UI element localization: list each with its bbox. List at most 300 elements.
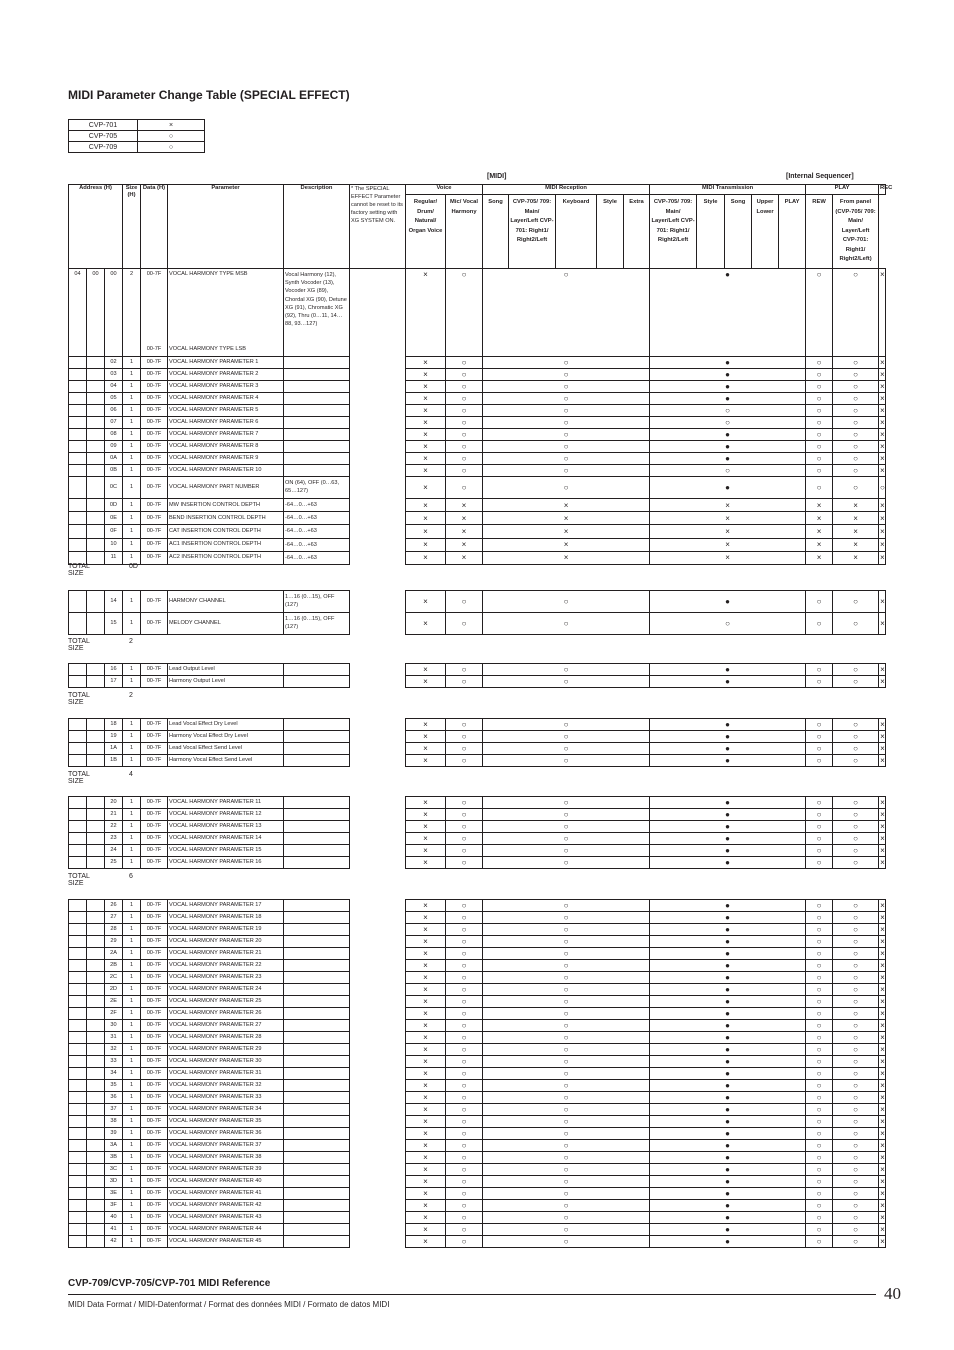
rew-cell: ○	[833, 1224, 879, 1236]
data-cell: 00-7F	[141, 912, 168, 924]
midi-reception-cell: ×	[483, 525, 650, 538]
address-cell	[69, 1164, 87, 1176]
data-cell: 00-7F	[141, 1104, 168, 1116]
parameter-cell: VOCAL HARMONY PARAMETER 37	[168, 1140, 284, 1152]
note-cell	[350, 1176, 406, 1188]
address-cell: 34	[105, 1068, 123, 1080]
address-cell	[69, 857, 87, 869]
address-cell: 31	[105, 1032, 123, 1044]
rec-cell: ×	[880, 834, 885, 843]
midi-transmission-cell: ●	[650, 381, 806, 393]
voice-mic-cell: ○	[446, 755, 483, 767]
address-cell	[87, 912, 105, 924]
midi-reception-cell: ○	[483, 833, 650, 845]
voice-header: Voice	[406, 185, 483, 195]
midi-reception-cell: ○	[483, 1164, 650, 1176]
voice-mic-cell: ○	[446, 381, 483, 393]
midi-reception-cell: ○	[483, 453, 650, 465]
note-cell	[350, 809, 406, 821]
rew-cell: ○	[833, 1212, 879, 1224]
midi-reception-cell: ○	[483, 972, 650, 984]
parameter-cell: VOCAL HARMONY PARAMETER 13	[168, 821, 284, 833]
voice-mic-cell: ○	[446, 1080, 483, 1092]
voice-regular-cell: ×	[406, 948, 446, 960]
rec-cell: ×	[880, 430, 885, 439]
table-row	[69, 1008, 886, 1020]
rec-panel-header: From panel (CVP-705/ 709: Main/ Layer/Left CVP-701: Right1/ Right2/Left)	[833, 195, 879, 269]
data-value: 00-7F	[146, 271, 162, 277]
data-cell: 00-7F	[141, 809, 168, 821]
midi-transmission-cell: ●	[650, 1152, 806, 1164]
note-cell	[350, 1104, 406, 1116]
address-cell	[87, 369, 105, 381]
voice-mic-cell: ○	[446, 1092, 483, 1104]
address-cell	[87, 984, 105, 996]
address-cell	[87, 809, 105, 821]
rec-cell: ×	[880, 1009, 885, 1018]
description-cell	[284, 1200, 350, 1212]
parameter-cell: Lead Output Level	[168, 664, 284, 676]
voice-regular-cell: ×	[406, 453, 446, 465]
voice-regular-cell: ×	[406, 429, 446, 441]
size-cell: 1	[123, 1032, 141, 1044]
rec-cell: ×	[880, 1105, 885, 1114]
rec-cell: ×	[880, 1225, 885, 1234]
table-row	[69, 900, 886, 912]
midi-transmission-cell: ×	[650, 525, 806, 538]
model-row	[69, 142, 205, 153]
midi-transmission-cell: ○	[650, 613, 806, 635]
address-cell: 18	[105, 719, 123, 731]
parameter-cell: VOCAL HARMONY PARAMETER 7	[168, 429, 284, 441]
midi-reception-cell: ○	[483, 357, 650, 369]
total-size-value: 4	[129, 771, 133, 778]
table-row	[69, 1224, 886, 1236]
note-cell	[350, 591, 406, 613]
voice-regular-cell: ×	[406, 731, 446, 743]
size-cell: 1	[123, 381, 141, 393]
data-cell: 00-7F	[141, 477, 168, 499]
play-cell: ○	[806, 1032, 833, 1044]
voice-regular-cell: ×	[406, 477, 446, 499]
midi-transmission-cell: ●	[650, 912, 806, 924]
midi-transmission-cell: ●	[650, 369, 806, 381]
address-cell: 10	[105, 538, 123, 551]
parameter-table	[68, 796, 886, 869]
voice-regular-cell: ×	[406, 393, 446, 405]
data-cell: 00-7F	[141, 1056, 168, 1068]
data-cell: 00-7F	[141, 743, 168, 755]
voice-mic-cell: ×	[446, 499, 483, 512]
play-cell: ○	[806, 1188, 833, 1200]
data-cell: 00-7F	[141, 551, 168, 564]
voice-mic-cell: ○	[446, 1068, 483, 1080]
rec-header: REC	[879, 185, 886, 195]
address-cell: 2B	[105, 960, 123, 972]
voice-regular-cell: ×	[406, 1188, 446, 1200]
note-cell	[350, 1116, 406, 1128]
play-cell: ×	[806, 551, 833, 564]
rec-cell: ×	[880, 937, 885, 946]
tx-song-header: Song	[725, 195, 752, 269]
parameter-cell: VOCAL HARMONY PARAMETER 21	[168, 948, 284, 960]
play-cell: ○	[806, 1080, 833, 1092]
table-row	[69, 797, 886, 809]
address-cell: 1A	[105, 743, 123, 755]
address-cell: 15	[105, 613, 123, 635]
address-cell	[69, 393, 87, 405]
midi-transmission-header: MIDI Transmission	[650, 185, 806, 195]
table-row	[69, 719, 886, 731]
address-cell: 0A	[105, 453, 123, 465]
address-cell	[69, 1176, 87, 1188]
address-cell: 02	[105, 357, 123, 369]
voice-mic-cell: ○	[446, 477, 483, 499]
table-row	[69, 1152, 886, 1164]
note-cell	[350, 960, 406, 972]
address-cell: 40	[105, 1212, 123, 1224]
data-cell: 00-7F	[141, 1188, 168, 1200]
midi-transmission-cell: ●	[650, 1164, 806, 1176]
play-cell: ○	[806, 1044, 833, 1056]
parameter-cell: VOCAL HARMONY PARAMETER 18	[168, 912, 284, 924]
note-cell	[350, 676, 406, 688]
rew-cell: ○	[833, 1128, 879, 1140]
midi-transmission-cell: ●	[650, 833, 806, 845]
address-cell	[69, 1056, 87, 1068]
midi-transmission-cell: ●	[650, 857, 806, 869]
table-row	[69, 664, 886, 676]
play-cell: ○	[806, 857, 833, 869]
voice-mic-cell: ○	[446, 1044, 483, 1056]
note-cell	[350, 1212, 406, 1224]
voice-regular-cell: ×	[406, 512, 446, 525]
midi-transmission-cell: ●	[650, 1188, 806, 1200]
address-cell	[87, 857, 105, 869]
rec-cell: ×	[880, 1081, 885, 1090]
play-cell: ○	[806, 1176, 833, 1188]
rec-cell: ×	[879, 613, 886, 635]
rew-cell: ○	[833, 591, 879, 613]
address-cell: 2E	[105, 996, 123, 1008]
address-cell	[87, 381, 105, 393]
address-cell: 06	[105, 405, 123, 417]
size-cell: 1	[123, 809, 141, 821]
description-cell	[284, 1020, 350, 1032]
total-size-label: TOTAL SIZE	[68, 771, 90, 785]
address-cell	[87, 755, 105, 767]
rec-cell: ×	[879, 591, 886, 613]
midi-reception-cell: ○	[483, 1236, 650, 1248]
voice-mic-cell: ○	[446, 972, 483, 984]
voice-mic-cell: ○	[446, 1128, 483, 1140]
midi-reception-cell: ○	[483, 1152, 650, 1164]
rew-cell: ○	[833, 1152, 879, 1164]
address-cell	[87, 1068, 105, 1080]
play-cell: ○	[806, 924, 833, 936]
table-row	[69, 1092, 886, 1104]
rec-cell: ×	[880, 822, 885, 831]
parameter-cell: Lead Vocal Effect Dry Level	[168, 719, 284, 731]
play-cell: ○	[806, 743, 833, 755]
voice-regular-cell: ×	[406, 551, 446, 564]
description-cell	[284, 393, 350, 405]
rec-cell: ×	[880, 1057, 885, 1066]
table-row	[69, 1176, 886, 1188]
midi-transmission-cell: ●	[650, 719, 806, 731]
address-cell	[87, 393, 105, 405]
address-cell: 2C	[105, 972, 123, 984]
parameter-cell: VOCAL HARMONY PARAMETER 28	[168, 1032, 284, 1044]
address-cell	[87, 1200, 105, 1212]
midi-transmission-cell: ●	[650, 1068, 806, 1080]
address-cell	[69, 1140, 87, 1152]
description-cell	[284, 797, 350, 809]
data-cell: 00-7F	[141, 465, 168, 477]
voice-regular-cell: ×	[406, 743, 446, 755]
table-row	[69, 755, 886, 767]
size-cell: 1	[123, 1104, 141, 1116]
size-cell: 1	[123, 538, 141, 551]
midi-transmission-cell: ●	[650, 1008, 806, 1020]
address-cell	[69, 719, 87, 731]
voice-regular-cell: ×	[406, 1056, 446, 1068]
midi-reception-cell: ○	[483, 924, 650, 936]
address-cell	[69, 465, 87, 477]
parameter-cell: AC1 INSERTION CONTROL DEPTH	[168, 538, 284, 551]
play-cell: ○	[806, 1104, 833, 1116]
midi-reception-cell: ○	[483, 948, 650, 960]
note-cell	[350, 1128, 406, 1140]
upper-lower-header: Upper Lower	[752, 195, 779, 269]
table-row	[69, 417, 886, 429]
address-cell	[69, 441, 87, 453]
rec-cell: ×	[879, 525, 886, 538]
note-cell	[350, 912, 406, 924]
parameter-cell: VOCAL HARMONY PARAMETER 19	[168, 924, 284, 936]
size-cell: 1	[123, 1008, 141, 1020]
address-cell	[87, 1104, 105, 1116]
parameter-cell: VOCAL HARMONY PARAMETER 41	[168, 1188, 284, 1200]
description-cell	[284, 1212, 350, 1224]
play-rew-header: REW	[806, 195, 833, 269]
address-cell: 0C	[105, 477, 123, 499]
description-cell: ON (64), OFF (0…63, 65…127)	[284, 477, 350, 499]
address-cell	[69, 1020, 87, 1032]
rew-cell: ○	[833, 269, 879, 357]
parameter-cell: VOCAL HARMONY PARAMETER 2	[168, 369, 284, 381]
rec-cell: ×	[880, 1177, 885, 1186]
data-cell: 00-7F	[141, 1116, 168, 1128]
address-cell	[87, 1032, 105, 1044]
rec-cell: ×	[880, 985, 885, 994]
rec-cell: ×	[880, 846, 885, 855]
note-cell	[350, 1200, 406, 1212]
address-cell: 41	[105, 1224, 123, 1236]
play-cell: ○	[806, 984, 833, 996]
rew-cell: ×	[833, 512, 879, 525]
total-size-value: 0D	[129, 563, 138, 570]
size-cell: 1	[123, 912, 141, 924]
midi-transmission-cell: ●	[650, 357, 806, 369]
voice-mic-cell: ○	[446, 1164, 483, 1176]
size-cell: 1	[123, 972, 141, 984]
rew-cell: ○	[833, 1056, 879, 1068]
data-cell: 00-7F	[141, 676, 168, 688]
play-cell: ○	[806, 591, 833, 613]
voice-regular-cell: ×	[406, 857, 446, 869]
size-cell: 1	[123, 417, 141, 429]
voice-mic-cell: ○	[446, 996, 483, 1008]
address-cell: 19	[105, 731, 123, 743]
midi-reception-cell: ○	[483, 676, 650, 688]
midi-reception-cell: ○	[483, 731, 650, 743]
table-row	[69, 512, 886, 525]
address-cell	[69, 1212, 87, 1224]
address-cell	[87, 1152, 105, 1164]
size-cell: 1	[123, 664, 141, 676]
table-row	[69, 429, 886, 441]
data-cell: 00-7F	[141, 1236, 168, 1248]
voice-mic-cell: ○	[446, 453, 483, 465]
address-cell: 28	[105, 924, 123, 936]
description-cell	[284, 1188, 350, 1200]
address-cell	[87, 1008, 105, 1020]
note-cell	[350, 441, 406, 453]
midi-reception-cell: ○	[483, 1200, 650, 1212]
note-cell	[350, 845, 406, 857]
table-row	[69, 1200, 886, 1212]
midi-transmission-cell: ●	[650, 664, 806, 676]
data-cell: 00-7F	[141, 1092, 168, 1104]
note-header: * The SPECIAL EFFECT Parameter cannot be reset to its factory setting with XG SYSTEM ON.	[350, 185, 406, 269]
voice-regular-cell: ×	[406, 1164, 446, 1176]
address-cell	[87, 797, 105, 809]
parameter-cell: VOCAL HARMONY PARAMETER 34	[168, 1104, 284, 1116]
note-cell	[350, 797, 406, 809]
table-row	[69, 821, 886, 833]
description-cell	[284, 1116, 350, 1128]
data-cell: 00-7F	[141, 960, 168, 972]
voice-mic-cell: ○	[446, 924, 483, 936]
data-cell: 00-7F	[141, 1008, 168, 1020]
address-cell	[87, 477, 105, 499]
address-cell	[69, 743, 87, 755]
parameter-cell: VOCAL HARMONY PARAMETER 39	[168, 1164, 284, 1176]
play-cell: ○	[806, 1164, 833, 1176]
address-cell	[69, 1008, 87, 1020]
address-cell: 3A	[105, 1140, 123, 1152]
midi-transmission-cell: ×	[650, 538, 806, 551]
note-cell	[350, 613, 406, 635]
midi-reception-cell: ○	[483, 465, 650, 477]
rew-cell: ○	[833, 809, 879, 821]
midi-transmission-cell: ×	[650, 551, 806, 564]
address-cell: 30	[105, 1020, 123, 1032]
table-row	[69, 833, 886, 845]
address-cell	[69, 833, 87, 845]
midi-transmission-cell: ●	[650, 924, 806, 936]
voice-regular-cell: ×	[406, 924, 446, 936]
parameter-cell: VOCAL HARMONY PARAMETER 12	[168, 809, 284, 821]
description-cell	[284, 719, 350, 731]
data-cell: 00-7F	[141, 417, 168, 429]
table-row	[69, 525, 886, 538]
rec-cell: ○	[879, 477, 886, 499]
rec-cell: ×	[880, 732, 885, 741]
voice-regular-cell: ×	[406, 664, 446, 676]
address-cell	[69, 809, 87, 821]
address-cell	[69, 1128, 87, 1140]
address-cell	[87, 429, 105, 441]
voice-mic-cell: ○	[446, 269, 483, 357]
note-cell	[350, 1056, 406, 1068]
parameter-cell: VOCAL HARMONY PARAMETER 5	[168, 405, 284, 417]
midi-reception-cell: ○	[483, 1068, 650, 1080]
description-cell	[284, 1068, 350, 1080]
voice-mic-cell: ○	[446, 465, 483, 477]
play-cell: ○	[806, 797, 833, 809]
data-cell: 00-7F	[141, 1224, 168, 1236]
description-cell	[284, 429, 350, 441]
description-cell	[284, 453, 350, 465]
description-cell	[284, 1032, 350, 1044]
data-cell: 00-7F	[141, 429, 168, 441]
rec-cell: ×	[880, 418, 885, 427]
voice-mic-cell: ○	[446, 1224, 483, 1236]
rew-cell: ○	[833, 357, 879, 369]
table-row	[69, 1236, 886, 1248]
voice-mic-cell: ○	[446, 393, 483, 405]
mic-header: Mic/ Vocal Harmony	[446, 195, 483, 269]
midi-reception-cell: ○	[483, 1224, 650, 1236]
model-mark: ○	[138, 142, 205, 153]
rec-cell: ×	[880, 913, 885, 922]
address-cell	[69, 357, 87, 369]
table-row	[69, 551, 886, 564]
address-cell	[87, 821, 105, 833]
table-row	[69, 381, 886, 393]
play-cell: ○	[806, 1056, 833, 1068]
voice-regular-cell: ×	[406, 1032, 446, 1044]
description-header: Description	[284, 185, 350, 269]
description-cell	[284, 405, 350, 417]
address-cell	[87, 453, 105, 465]
size-cell: 1	[123, 591, 141, 613]
table-row	[69, 972, 886, 984]
size-cell: 1	[123, 499, 141, 512]
description-cell	[284, 1008, 350, 1020]
voice-regular-cell: ×	[406, 1116, 446, 1128]
data-cell: 00-7F	[141, 857, 168, 869]
parameter-name: VOCAL HARMONY TYPE LSB	[169, 346, 246, 352]
parameter-cell: VOCAL HARMONY PARAMETER 27	[168, 1020, 284, 1032]
midi-transmission-cell: ●	[650, 393, 806, 405]
data-cell: 00-7F	[141, 924, 168, 936]
parameter-cell: VOCAL HARMONY PARAMETER 44	[168, 1224, 284, 1236]
rew-cell: ○	[833, 984, 879, 996]
rew-cell: ○	[833, 900, 879, 912]
play-cell: ○	[806, 821, 833, 833]
midi-reception-cell: ○	[483, 1056, 650, 1068]
address-cell	[69, 591, 87, 613]
internal-sequencer-label: [Internal Sequencer]	[786, 173, 854, 180]
address-cell	[87, 1056, 105, 1068]
address-cell	[69, 381, 87, 393]
size-cell: 1	[123, 1128, 141, 1140]
rec-cell: ×	[880, 1213, 885, 1222]
play-cell: ○	[806, 676, 833, 688]
